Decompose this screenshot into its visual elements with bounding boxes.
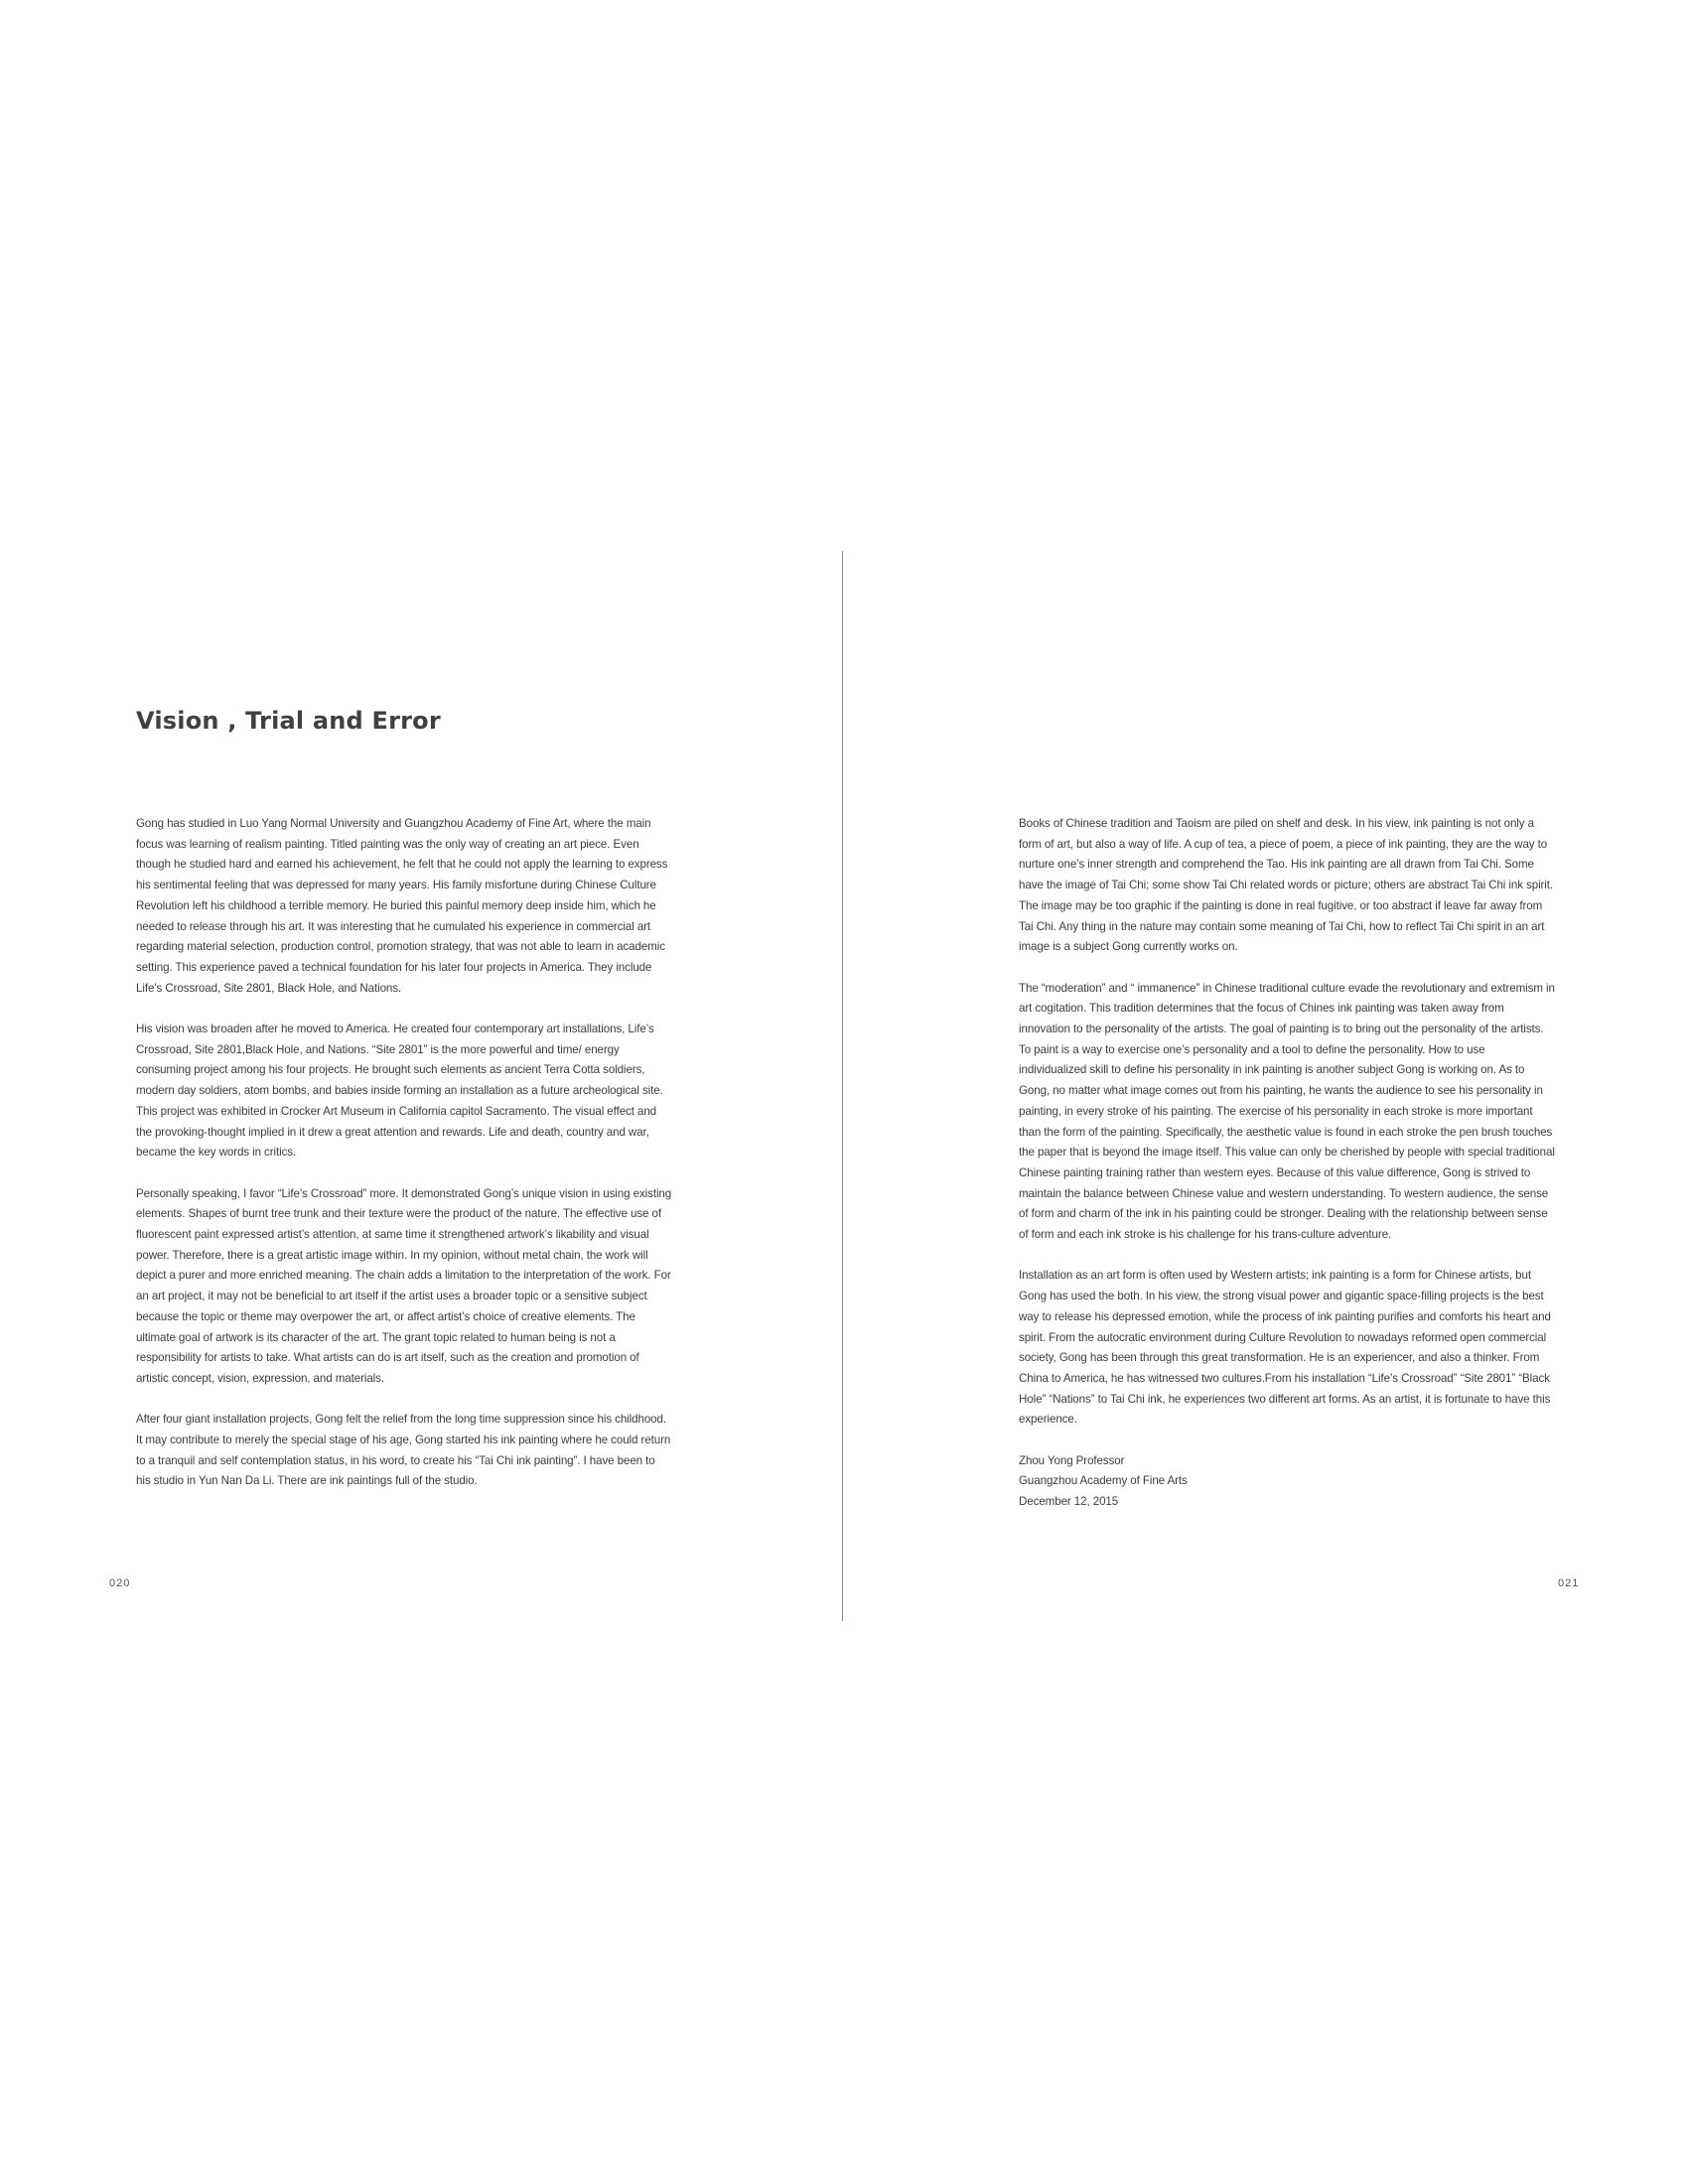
signature-date: December 12, 2015	[1019, 1495, 1119, 1509]
page-number-right: 021	[1558, 1577, 1580, 1589]
author-name: Zhou Yong Professor	[1019, 1453, 1125, 1467]
page-title: Vision , Trial and Error	[136, 707, 441, 735]
gutter-divider	[842, 551, 843, 1621]
paragraph: Personally speaking, I favor “Life’s Crossroad” more. It demonstrated Gong’s unique vision in using existing elements. Shapes of burnt tree trunk and their texture were the product of the nature. The effective use of fluorescent paint expressed artist’s attention, at same time it strengthened artwork’s likability and visual power. Therefore, there is a great artistic image within. In my opinion, without metal chain, the work will depict a purer and more enriched meaning. The chain adds a limitation to the interpretation of the work. For an art project, it may not be beneficial to art itself if the artist uses a broader topic or a sensitive subject because the topic or theme may overpower the art, or affect artist’s choice of creative elements. The ultimate goal of artwork is its character of the art. The grant topic related to human being is not a responsibility for artists to take. What artists can do is art itself, such as the creation and promotion of artistic concept, vision, expression, and materials.	[136, 1186, 672, 1385]
right-column	[1019, 814, 1555, 1513]
paragraph: Gong has studied in Luo Yang Normal University and Guangzhou Academy of Fine Art, where the main focus was learning of realism painting. Titled painting was the only way of creating an art piece. Even though he studied hard and earned his achievement, he felt that he could not apply the learning to express his sentimental feeling that was depressed for many years. His family misfortune during Chinese Culture Revolution left his childhood a terrible memory. He buried this painful memory deep inside him, which he needed to release through his art. It was interesting that he cumulated his experience in commercial art regarding material selection, production control, promotion strategy, that was not able to learn in academic setting. This experience paved a technical foundation for his later four projects in America. They include Life’s Crossroad, Site 2801, Black Hole, and Nations.	[136, 817, 668, 995]
left-column	[136, 814, 672, 1513]
paragraph: Books of Chinese tradition and Taoism are piled on shelf and desk. In his view, ink painting is not only a form of art, but also a way of life. A cup of tea, a piece of poem, a piece of ink painting, they are the way to nurture one’s inner strength and comprehend the Tao. His ink painting are all drawn from Tai Chi. Some have the image of Tai Chi; some show Tai Chi related words or picture; others are abstract Tai Chi ink spirit. The image may be too graphic if the painting is done in real fugitive, or too abstract if leave far away from Tai Chi. Any thing in the nature may contain some meaning of Tai Chi, how to reflect Tai Chi spirit in an art image is a subject Gong currently works on.	[1019, 817, 1554, 954]
page-number-left: 020	[109, 1577, 131, 1589]
author-signature	[1019, 1451, 1555, 1513]
author-institution: Guangzhou Academy of Fine Arts	[1019, 1474, 1188, 1488]
paragraph: Installation as an art form is often used by Western artists; ink painting is a form for Chinese artists, but Gong has used the both. In his view, the strong visual power and gigantic space-filling projects is the best way to release his depressed emotion, while the process of ink painting purifies and comforts his heart and spirit. From the autocratic environment during Culture Revolution to nowadays reformed open commercial society, Gong has been through this great transformation. He is an experiencer, and also a thinker. From China to America, he has witnessed two cultures.From his installation “Life’s Crossroad” “Site 2801” “Black Hole” “Nations” to Tai Chi ink, he experiences two different art forms. As an artist, it is fortunate to have this experience.	[1019, 1269, 1551, 1427]
paragraph: The “moderation” and “ immanence” in Chinese traditional culture evade the revolutionary and extremism in art cogitation. This tradition determines that the focus of Chines ink painting was taken away from innovation to the personality of the artists. The goal of painting is to bring out the personality of the artists. To paint is a way to exercise one’s personality and a tool to define the personality. How to use individualized skill to define his personality in ink painting is another subject Gong is working on. As to Gong, no matter what image comes out from his painting, he wants the audience to see his personality in painting, in every stroke of his painting. The exercise of his personality in each stroke is more important than the form of the painting. Specifically, the aesthetic value is found in each stroke the pen brush touches the paper that is beyond the image itself. This value can only be cherished by people with special traditional Chinese painting training rather than western eyes. Because of this value difference, Gong is strived to maintain the balance between Chinese value and western understanding. To western audience, the sense of form and charm of the ink in his painting could be stronger. Dealing with the relationship between sense of form and each ink stroke is his challenge for his trans-culture adventure.	[1019, 981, 1555, 1242]
paragraph: After four giant installation projects, Gong felt the relief from the long time suppression since his childhood. It may contribute to merely the special stage of his age, Gong started his ink painting where he could return to a tranquil and self contemplation status, in his word, to create his “Tai Chi ink painting”. I have been to his studio in Yun Nan Da Li. There are ink paintings full of the studio.	[136, 1413, 671, 1488]
paragraph: His vision was broaden after he moved to America. He created four contemporary art installations, Life’s Crossroad, Site 2801,Black Hole, and Nations. “Site 2801” is the more powerful and time/ energy consuming project among his four projects. He brought such elements as ancient Terra Cotta soldiers, modern day soldiers, atom bombs, and babies inside forming an installation as a future archeological site. This project was exhibited in Crocker Art Museum in California capitol Sacramento. The visual effect and the provoking-thought implied in it drew a great attention and rewards. Life and death, country and war, became the key words in critics.	[136, 1023, 663, 1160]
